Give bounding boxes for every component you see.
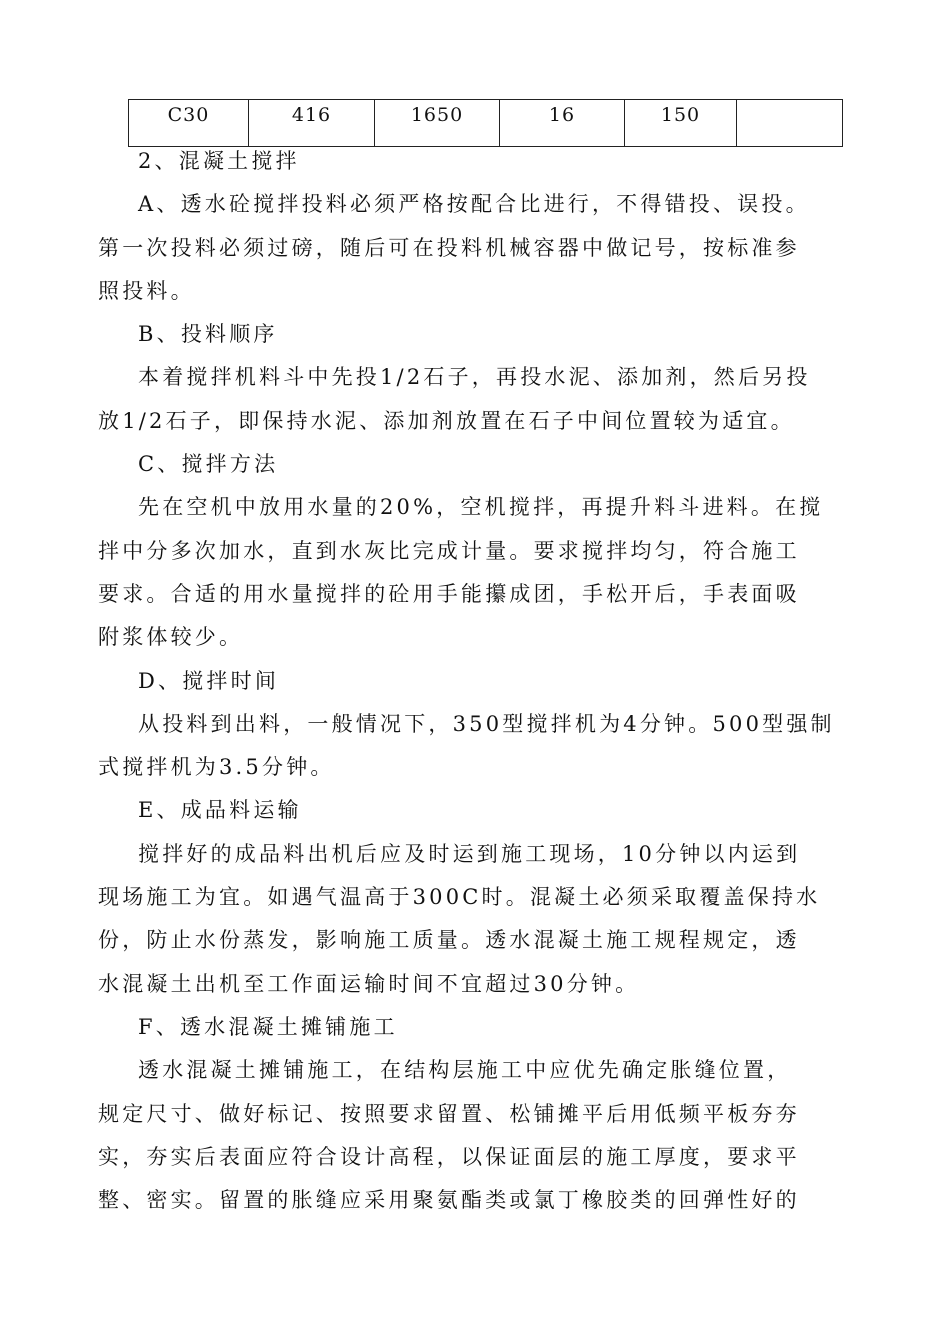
paragraph-line: 附浆体较少。 xyxy=(98,625,244,650)
paragraph-line: 规定尺寸、做好标记、按照要求留置、松铺摊平后用低频平板夯夯 xyxy=(98,1101,800,1126)
paragraph-line: 份，防止水份蒸发，影响施工质量。透水混凝土施工规程规定，透 xyxy=(98,928,800,953)
paragraph-line: 放1/2石子，即保持水泥、添加剂放置在石子中间位置较为适宜。 xyxy=(98,408,795,433)
paragraph-line: 整、密实。留置的胀缝应采用聚氨酯类或氯丁橡胶类的回弹性好的 xyxy=(98,1188,800,1213)
paragraph-line: 从投料到出料，一般情况下，350型搅拌机为4分钟。500型强制 xyxy=(138,711,835,736)
body-text xyxy=(98,140,836,1222)
subheading-f: F、透水混凝土摊铺施工 xyxy=(138,1014,398,1039)
table-cell-admixture: 16 xyxy=(500,100,625,147)
paragraph-line: 要求。合适的用水量搅拌的砼用手能攥成团，手松开后，手表面吸 xyxy=(98,581,800,606)
paragraph-line: 实，夯实后表面应符合设计高程，以保证面层的施工厚度，要求平 xyxy=(98,1144,800,1169)
paragraph-line: 搅拌好的成品料出机后应及时运到施工现场，10分钟以内运到 xyxy=(138,841,801,866)
paragraph-line: 照投料。 xyxy=(98,278,195,303)
subheading-d: D、搅拌时间 xyxy=(138,668,280,693)
paragraph-line: 拌中分多次加水，直到水灰比完成计量。要求搅拌均匀，符合施工 xyxy=(98,538,800,563)
paragraph-line: 第一次投料必须过磅，随后可在投料机械容器中做记号，按标准参 xyxy=(98,235,800,260)
subheading-c: C、搅拌方法 xyxy=(138,452,279,477)
subheading-b: B、投料顺序 xyxy=(138,322,278,347)
table-cell-water: 150 xyxy=(625,100,737,147)
table-cell-cement: 416 xyxy=(249,100,375,147)
paragraph-line: 式搅拌机为3.5分钟。 xyxy=(98,755,335,780)
table-cell-grade: C30 xyxy=(129,100,249,147)
subheading-a: A、透水砼搅拌投料必须严格按配合比进行，不得错投、误投。 xyxy=(138,192,810,217)
paragraph-line: 透水混凝土摊铺施工，在结构层施工中应优先确定胀缝位置， xyxy=(138,1058,792,1083)
paragraph-line: 现场施工为宜。如遇气温高于300C时。混凝土必须采取覆盖保持水 xyxy=(98,885,821,910)
subheading-e: E、成品料运输 xyxy=(138,798,302,823)
section-heading: 2、混凝土搅拌 xyxy=(138,149,300,173)
table-cell-aggregate: 1650 xyxy=(375,100,500,147)
paragraph-line: 本着搅拌机料斗中先投1/2石子，再投水泥、添加剂，然后另投 xyxy=(138,365,811,390)
paragraph-line: 水混凝土出机至工作面运输时间不宜超过30分钟。 xyxy=(98,971,640,996)
paragraph-line: 先在空机中放用水量的20%，空机搅拌，再提升料斗进料。在搅 xyxy=(138,495,824,520)
